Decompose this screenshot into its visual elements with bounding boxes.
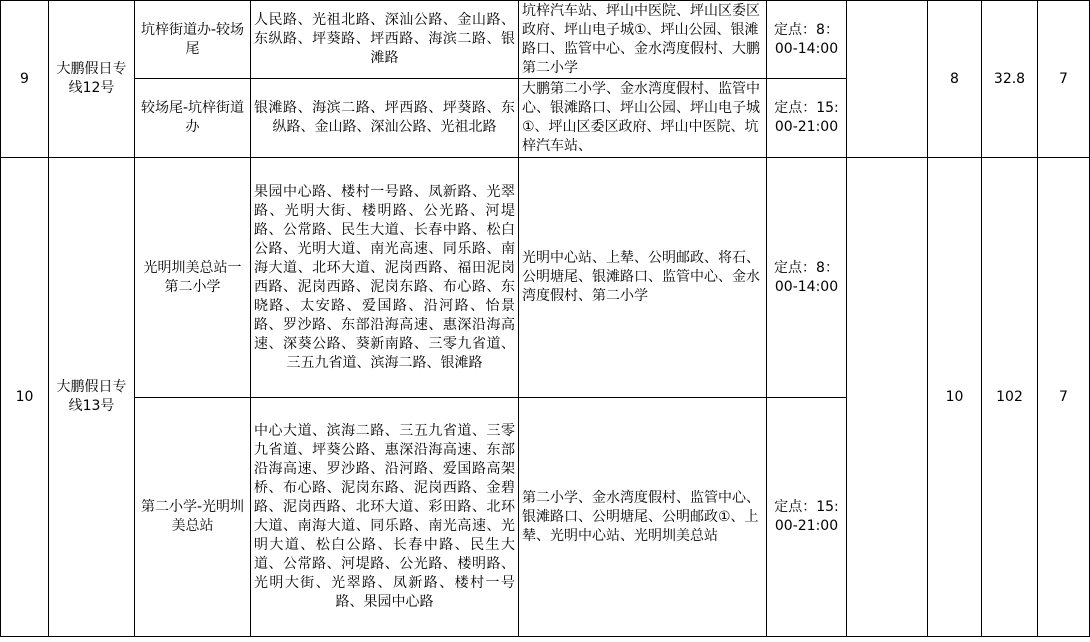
road-list: 人民路、光祖北路、深汕公路、金山路、东纵路、坪葵路、坪西路、海滨二路、银滩路 (251, 1, 519, 79)
schedule: 定点：8：00-14:00 (767, 158, 847, 398)
row-index: 9 (1, 1, 49, 158)
schedule: 定点：15:00-21:00 (767, 79, 847, 158)
table-row (1, 1, 1090, 79)
stop-list: 大鹏第二小学、金水湾度假村、监管中心、银滩路口、坪山公园、坪山电子城①、坪山区委区政府、坪山中医院、坑梓汽车站、 (519, 79, 767, 158)
route-direction: 较场尾-坑梓街道办 (135, 79, 251, 158)
road-list: 果园中心路、楼村一号路、凤新路、光翠路、光明大街、楼明路、公光路、河堤路、公常路、民生大道、长春中路、松白公路、光明大道、南光高速、同乐路、南海大道、北环大道、泥岗西路、福田泥岗西路、泥岗西路、泥岗东路、布心路、东晓路、太安路、爱国路、沿河路、怡景路、罗沙路、东部沿海高速、惠深沿海高速、深葵公路、葵新南路、三零九省道、三五九省道、滨海二路、银滩路 (251, 158, 519, 398)
line-name: 大鹏假日专线13号 (49, 158, 135, 637)
row-index: 10 (1, 158, 49, 637)
fare: 7 (1038, 1, 1090, 158)
stop-list: 光明中心站、上辇、公明邮政、将石、公明塘尾、银滩路口、监管中心、金水湾度假村、第二小学 (519, 158, 767, 398)
fare: 7 (1038, 158, 1090, 637)
table-row (1, 158, 1090, 398)
trip-count: 10 (928, 158, 982, 637)
route-length: 32.8 (982, 1, 1038, 158)
schedule: 定点：8：00-14:00 (767, 1, 847, 79)
route-length: 102 (982, 158, 1038, 637)
route-direction: 第二小学-光明圳美总站 (135, 398, 251, 637)
empty-cell (847, 158, 928, 637)
route-direction: 光明圳美总站一第二小学 (135, 158, 251, 398)
empty-cell (847, 1, 928, 158)
schedule: 定点：15:00-21:00 (767, 398, 847, 637)
stop-list: 第二小学、金水湾度假村、监管中心、银滩路口、公明塘尾、公明邮政①、上辇、光明中心站、光明圳美总站 (519, 398, 767, 637)
road-list: 中心大道、滨海二路、三五九省道、三零九省道、坪葵公路、惠深沿海高速、东部沿海高速、罗沙路、沿河路、爱国路高架桥、布心路、泥岗东路、泥岗西路、金碧路、泥岗西路、北环大道、彩田路、北环大道、南海大道、同乐路、南光高速、光明大道、松白公路、长春中路、民生大道、公常路、河堤路、公光路、楼明路、光明大街、光翠路、凤新路、楼村一号路、果园中心路 (251, 398, 519, 637)
trip-count: 8 (928, 1, 982, 158)
road-list: 银滩路、海滨二路、坪西路、坪葵路、东纵路、金山路、深汕公路、光祖北路 (251, 79, 519, 158)
stop-list: 坑梓汽车站、坪山中医院、坪山区委区政府、坪山电子城①、坪山公园、银滩路口、监管中心、金水湾度假村、大鹏第二小学 (519, 1, 767, 79)
line-name: 大鹏假日专线12号 (49, 1, 135, 158)
route-direction: 坑梓街道办-较场尾 (135, 1, 251, 79)
